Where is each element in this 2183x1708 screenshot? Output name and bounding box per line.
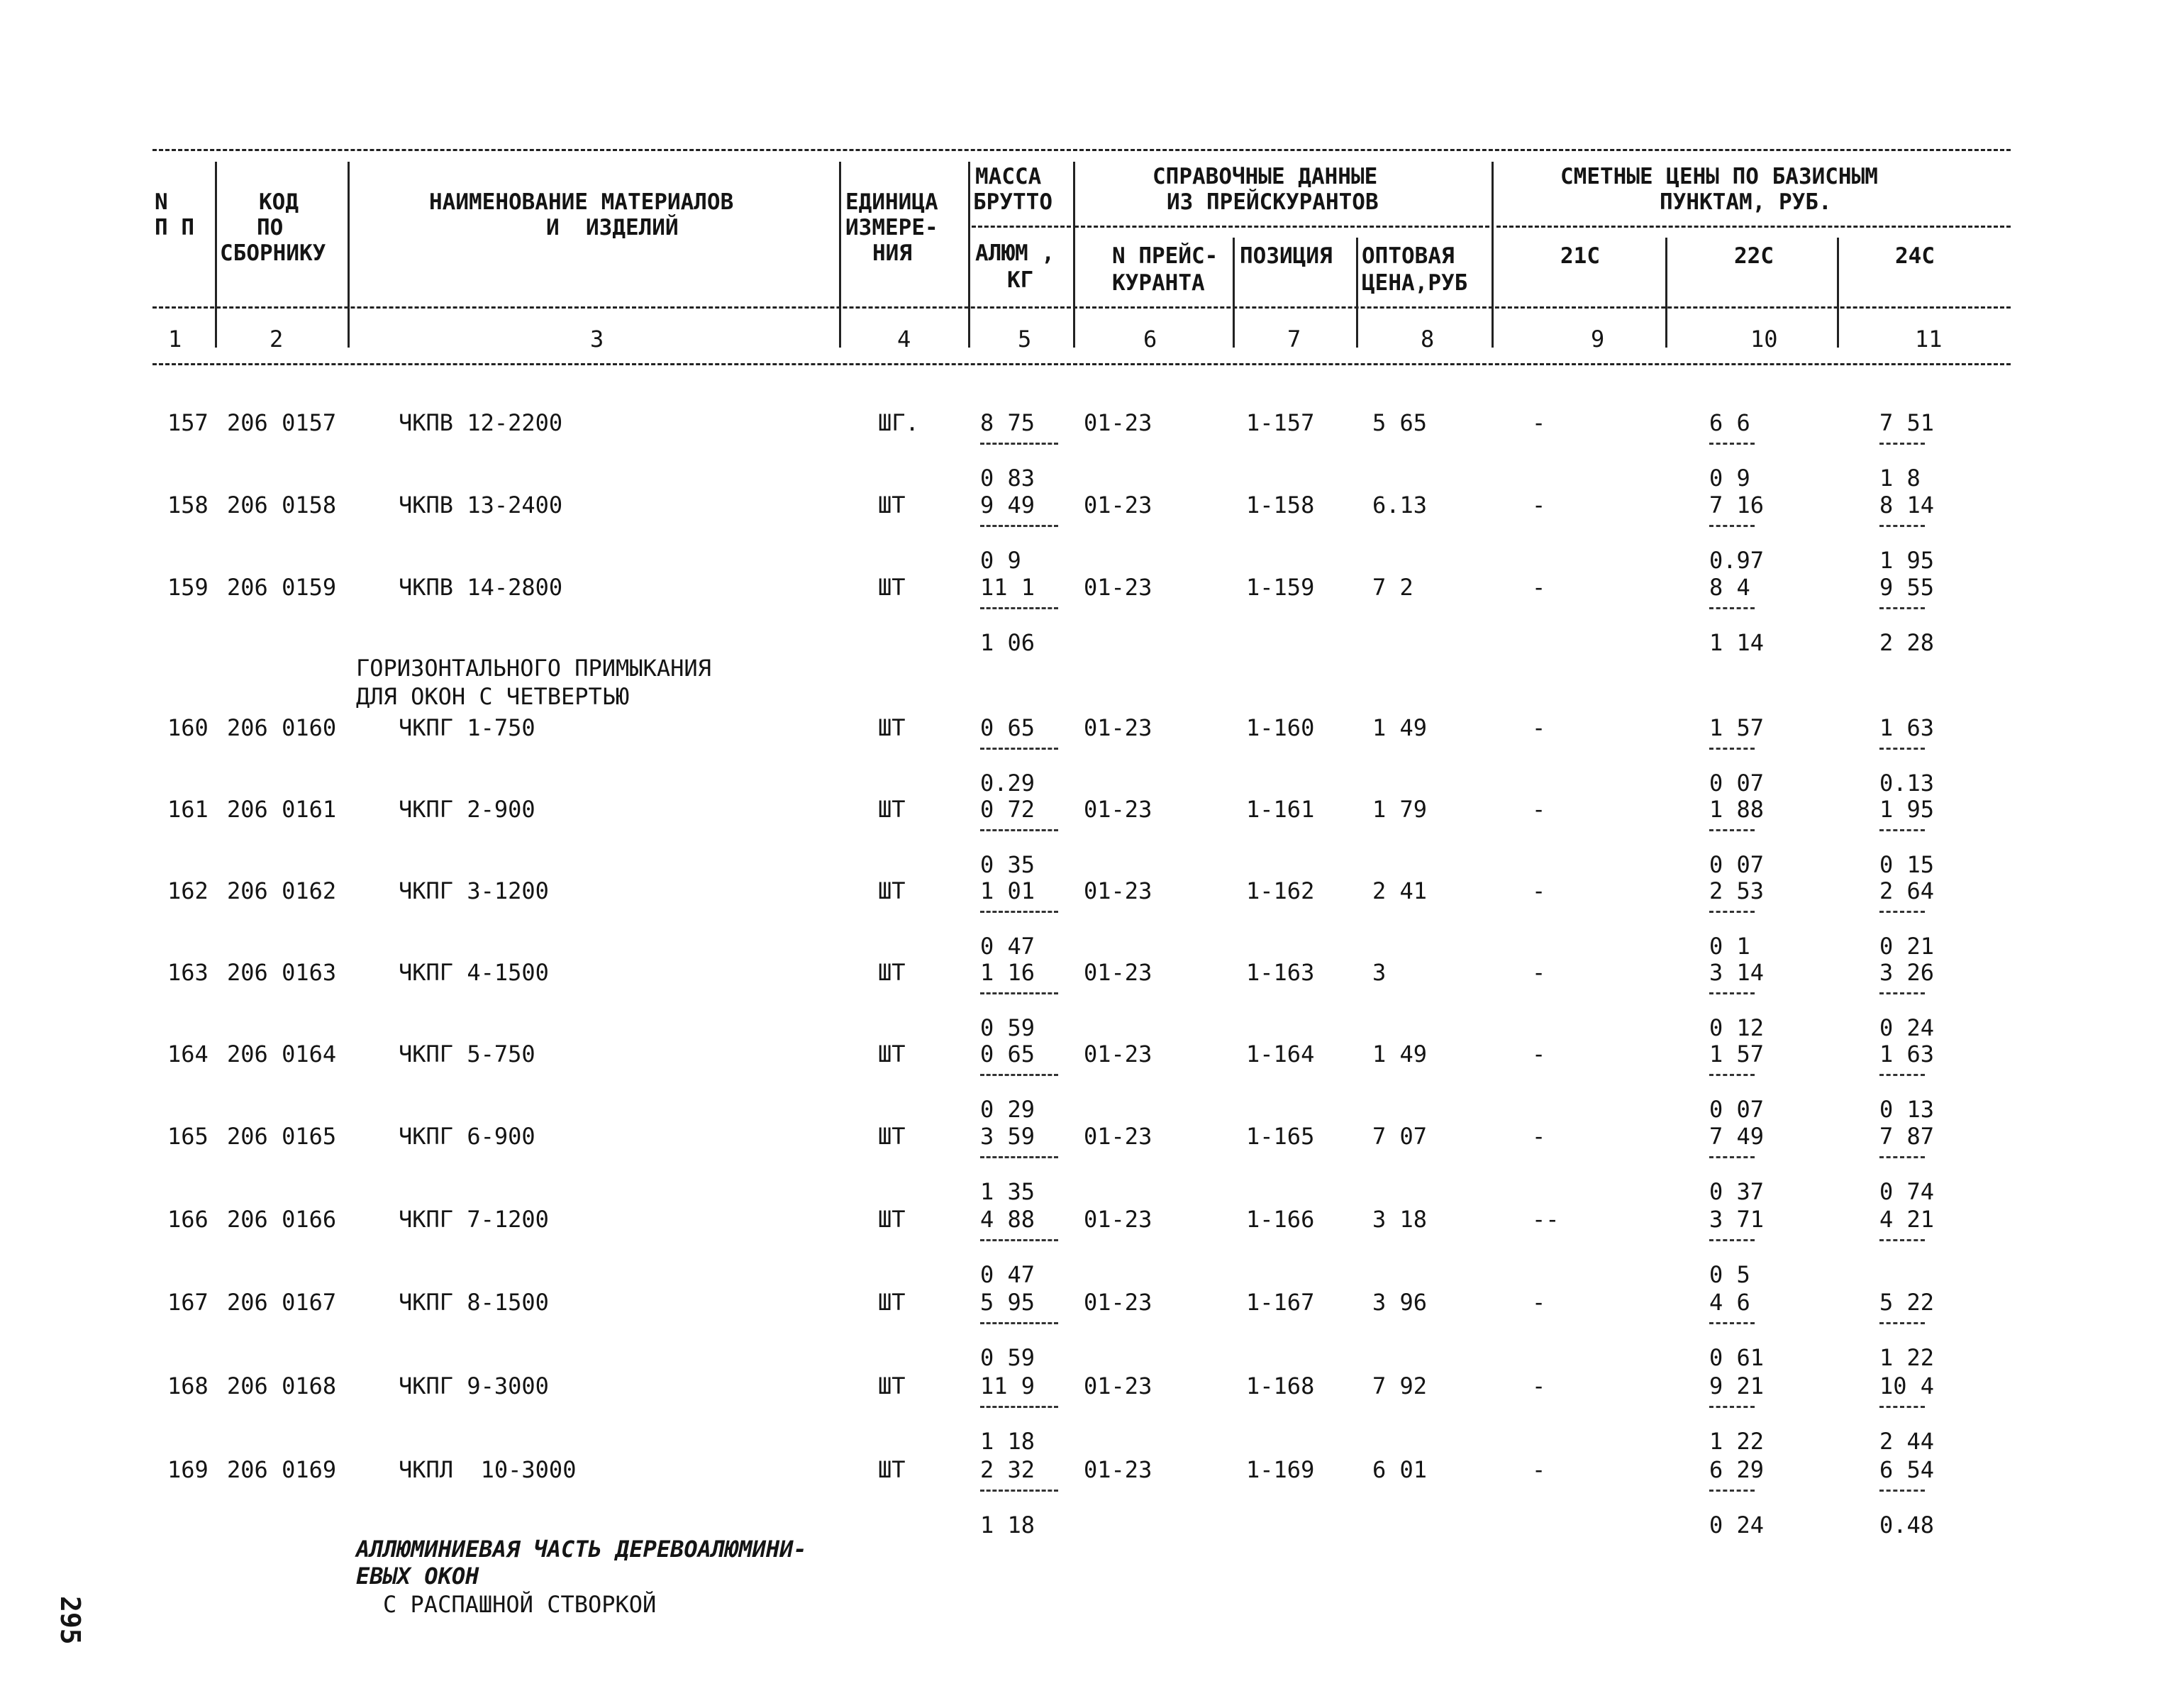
mass-subrule bbox=[972, 226, 1071, 228]
row-item-name: ЧКПГ 9-3000 bbox=[399, 1372, 549, 1399]
row-price-22c: 6 29 bbox=[1709, 1456, 1765, 1483]
colnum-3: 3 bbox=[590, 326, 604, 353]
row-pricelist: 01-23 bbox=[1084, 1289, 1152, 1316]
row-unit: ШТ bbox=[878, 574, 906, 601]
hdr-name-b: И ИЗДЕЛИЙ bbox=[546, 215, 679, 240]
fraction-line bbox=[1709, 911, 1755, 913]
fraction-line bbox=[1879, 1490, 1925, 1492]
hdr-unit-b: ИЗМЕРЕ- bbox=[845, 215, 938, 240]
colnum-2: 2 bbox=[270, 326, 284, 353]
row-price-24c: 10 4 bbox=[1879, 1372, 1935, 1399]
fraction-line bbox=[1879, 1322, 1925, 1324]
row-mass: 9 49 bbox=[980, 492, 1035, 518]
row-price-24c-alt: 2 28 bbox=[1879, 629, 1935, 656]
colnum-1: 1 bbox=[168, 326, 182, 353]
row-price-24c-alt: 0 24 bbox=[1879, 1014, 1935, 1041]
hdr-name-a: НАИМЕНОВАНИЕ МАТЕРИАЛОВ bbox=[429, 189, 734, 215]
row-item-name: ЧКПГ 3-1200 bbox=[399, 877, 549, 904]
row-wholesale-price: 6.13 bbox=[1372, 492, 1428, 518]
hdr-code-b: ПО bbox=[257, 215, 284, 240]
row-price-24c-alt: 0.13 bbox=[1879, 770, 1935, 797]
row-alum-mass: 1 06 bbox=[980, 629, 1035, 656]
row-code: 206 0166 bbox=[227, 1206, 337, 1233]
est-subrule bbox=[1496, 226, 2011, 228]
row-position: 1-159 bbox=[1246, 574, 1315, 601]
row-position: 1-161 bbox=[1246, 796, 1315, 823]
row-price-21c: - bbox=[1532, 1372, 1546, 1399]
row-price-22c-alt: 0 12 bbox=[1709, 1014, 1765, 1041]
row-unit: ШТ bbox=[878, 959, 906, 986]
hdr-wholesale-a: ОПТОВАЯ bbox=[1362, 243, 1455, 269]
row-wholesale-price: 1 49 bbox=[1372, 1041, 1428, 1068]
row-price-24c: 4 21 bbox=[1879, 1206, 1935, 1233]
row-position: 1-165 bbox=[1246, 1123, 1315, 1150]
row-alum-mass: 0 59 bbox=[980, 1014, 1035, 1041]
row-price-21c: - bbox=[1532, 492, 1546, 518]
row-price-24c: 1 63 bbox=[1879, 714, 1935, 741]
colnum-rule bbox=[152, 306, 2011, 309]
row-number: 169 bbox=[167, 1456, 209, 1483]
row-alum-mass: 0 59 bbox=[980, 1344, 1035, 1371]
col-sep-6 bbox=[1233, 238, 1235, 348]
col-sep-10 bbox=[1837, 238, 1839, 348]
row-code: 206 0164 bbox=[227, 1041, 337, 1068]
row-mass: 11 1 bbox=[980, 574, 1035, 601]
row-pricelist: 01-23 bbox=[1084, 1206, 1152, 1233]
row-unit: ШТ bbox=[878, 492, 906, 518]
colnum-9: 9 bbox=[1591, 326, 1605, 353]
row-mass: 11 9 bbox=[980, 1372, 1035, 1399]
row-number: 157 bbox=[167, 409, 209, 436]
row-price-22c-alt: 0 07 bbox=[1709, 851, 1765, 878]
row-item-name: ЧКПГ 1-750 bbox=[399, 714, 535, 741]
fraction-line bbox=[980, 992, 1058, 994]
colnum-8: 8 bbox=[1421, 326, 1435, 353]
row-wholesale-price: 7 92 bbox=[1372, 1372, 1428, 1399]
row-price-24c-alt: 1 95 bbox=[1879, 547, 1935, 574]
row-pricelist: 01-23 bbox=[1084, 409, 1152, 436]
row-item-name: ЧКПГ 4-1500 bbox=[399, 959, 549, 986]
col-sep-3 bbox=[839, 162, 841, 348]
row-price-24c-alt: 0 15 bbox=[1879, 851, 1935, 878]
fraction-line bbox=[1709, 748, 1755, 750]
row-alum-mass: 0 9 bbox=[980, 547, 1021, 574]
col-sep-1 bbox=[215, 162, 217, 348]
fraction-line bbox=[980, 1490, 1058, 1492]
row-position: 1-169 bbox=[1246, 1456, 1315, 1483]
row-position: 1-163 bbox=[1246, 959, 1315, 986]
row-price-22c-alt: 0 5 bbox=[1709, 1261, 1750, 1288]
row-wholesale-price: 3 bbox=[1372, 959, 1387, 986]
row-number: 161 bbox=[167, 796, 209, 823]
row-number: 158 bbox=[167, 492, 209, 518]
row-pricelist: 01-23 bbox=[1084, 574, 1152, 601]
fraction-line bbox=[1879, 607, 1925, 609]
hdr-position: ПОЗИЦИЯ bbox=[1240, 243, 1333, 269]
row-unit: ШТ bbox=[878, 1456, 906, 1483]
row-item-name: ЧКПГ 5-750 bbox=[399, 1041, 535, 1068]
fraction-line bbox=[1879, 748, 1925, 750]
row-price-24c-alt: 0 21 bbox=[1879, 933, 1935, 960]
section-heading-1a: ГОРИЗОНТАЛЬНОГО ПРИМЫКАНИЯ bbox=[356, 655, 711, 682]
row-number: 162 bbox=[167, 877, 209, 904]
fraction-line bbox=[1879, 911, 1925, 913]
row-price-21c: - bbox=[1532, 959, 1546, 986]
top-rule bbox=[152, 149, 2011, 151]
fraction-line bbox=[1709, 607, 1755, 609]
fraction-line bbox=[980, 607, 1058, 609]
fraction-line bbox=[980, 829, 1058, 831]
row-unit: ШТ bbox=[878, 714, 906, 741]
row-price-24c-alt: 1 22 bbox=[1879, 1344, 1935, 1371]
row-position: 1-166 bbox=[1246, 1206, 1315, 1233]
row-mass: 5 95 bbox=[980, 1289, 1035, 1316]
row-price-22c-alt: 0 9 bbox=[1709, 465, 1750, 492]
row-price-22c-alt: 1 22 bbox=[1709, 1428, 1765, 1455]
hdr-est-b: ПУНКТАМ, РУБ. bbox=[1660, 189, 1832, 215]
fraction-line bbox=[980, 1322, 1058, 1324]
row-price-22c-alt: 0 61 bbox=[1709, 1344, 1765, 1371]
row-price-24c: 6 54 bbox=[1879, 1456, 1935, 1483]
row-alum-mass: 0.29 bbox=[980, 770, 1035, 797]
row-wholesale-price: 5 65 bbox=[1372, 409, 1428, 436]
row-price-22c: 3 14 bbox=[1709, 959, 1765, 986]
row-pricelist: 01-23 bbox=[1084, 796, 1152, 823]
colnum-6: 6 bbox=[1143, 326, 1157, 353]
row-price-22c-alt: 0.97 bbox=[1709, 547, 1765, 574]
row-code: 206 0165 bbox=[227, 1123, 337, 1150]
hdr-mass-b: БРУТТО bbox=[973, 189, 1052, 215]
fraction-line bbox=[1709, 525, 1755, 527]
fraction-line bbox=[1709, 1406, 1755, 1408]
row-price-22c: 4 6 bbox=[1709, 1289, 1750, 1316]
fraction-line bbox=[980, 1156, 1058, 1158]
row-alum-mass: 1 35 bbox=[980, 1178, 1035, 1205]
row-wholesale-price: 2 41 bbox=[1372, 877, 1428, 904]
row-number: 164 bbox=[167, 1041, 209, 1068]
row-price-21c: - bbox=[1532, 796, 1546, 823]
row-price-21c: -- bbox=[1532, 1206, 1560, 1233]
fraction-line bbox=[1709, 829, 1755, 831]
row-price-24c: 1 95 bbox=[1879, 796, 1935, 823]
row-price-24c: 1 63 bbox=[1879, 1041, 1935, 1068]
hdr-21c: 21С bbox=[1560, 243, 1600, 269]
row-number: 168 bbox=[167, 1372, 209, 1399]
row-price-21c: - bbox=[1532, 714, 1546, 741]
colnum-10: 10 bbox=[1750, 326, 1778, 353]
fraction-line bbox=[1709, 1490, 1755, 1492]
fraction-line bbox=[1879, 525, 1925, 527]
row-pricelist: 01-23 bbox=[1084, 877, 1152, 904]
row-pricelist: 01-23 bbox=[1084, 1372, 1152, 1399]
row-mass: 0 65 bbox=[980, 714, 1035, 741]
hdr-code-a: КОД bbox=[259, 189, 299, 215]
row-price-21c: - bbox=[1532, 1456, 1546, 1483]
row-code: 206 0163 bbox=[227, 959, 337, 986]
row-alum-mass: 0 47 bbox=[980, 1261, 1035, 1288]
row-price-21c: - bbox=[1532, 574, 1546, 601]
row-number: 165 bbox=[167, 1123, 209, 1150]
row-pricelist: 01-23 bbox=[1084, 1456, 1152, 1483]
row-price-24c-alt: 0 13 bbox=[1879, 1096, 1935, 1123]
row-number: 163 bbox=[167, 959, 209, 986]
row-unit: ШГ. bbox=[878, 409, 919, 436]
row-code: 206 0162 bbox=[227, 877, 337, 904]
row-price-22c: 9 21 bbox=[1709, 1372, 1765, 1399]
col-sep-2 bbox=[348, 162, 350, 348]
fraction-line bbox=[1879, 1074, 1925, 1076]
row-price-22c: 1 88 bbox=[1709, 796, 1765, 823]
hdr-num-b: П П bbox=[155, 215, 194, 240]
row-number: 167 bbox=[167, 1289, 209, 1316]
row-price-22c: 6 6 bbox=[1709, 409, 1750, 436]
fraction-line bbox=[1709, 992, 1755, 994]
row-position: 1-167 bbox=[1246, 1289, 1315, 1316]
row-price-24c: 3 26 bbox=[1879, 959, 1935, 986]
row-price-24c-alt: 0.48 bbox=[1879, 1512, 1935, 1538]
row-price-22c: 8 4 bbox=[1709, 574, 1750, 601]
row-wholesale-price: 1 49 bbox=[1372, 714, 1428, 741]
row-mass: 1 16 bbox=[980, 959, 1035, 986]
row-wholesale-price: 7 2 bbox=[1372, 574, 1413, 601]
row-mass: 2 32 bbox=[980, 1456, 1035, 1483]
fraction-line bbox=[1709, 1239, 1755, 1241]
row-price-22c-alt: 0 37 bbox=[1709, 1178, 1765, 1205]
fraction-line bbox=[980, 1074, 1058, 1076]
fraction-line bbox=[1879, 829, 1925, 831]
row-mass: 0 65 bbox=[980, 1041, 1035, 1068]
col-sep-4 bbox=[968, 162, 970, 348]
row-price-24c: 2 64 bbox=[1879, 877, 1935, 904]
fraction-line bbox=[1879, 1156, 1925, 1158]
row-price-22c: 2 53 bbox=[1709, 877, 1765, 904]
row-price-24c-alt: 1 8 bbox=[1879, 465, 1921, 492]
row-wholesale-price: 6 01 bbox=[1372, 1456, 1428, 1483]
fraction-line bbox=[1879, 992, 1925, 994]
hdr-mass-d: АЛЮМ , bbox=[975, 240, 1055, 266]
row-unit: ШТ bbox=[878, 1206, 906, 1233]
row-mass: 8 75 bbox=[980, 409, 1035, 436]
hdr-pricelist-b: КУРАНТА bbox=[1112, 270, 1205, 296]
fraction-line bbox=[1709, 1322, 1755, 1324]
hdr-ref-a: СПРАВОЧНЫЕ ДАННЫЕ bbox=[1152, 164, 1378, 189]
hdr-num-a: N bbox=[155, 189, 168, 215]
row-price-22c: 3 71 bbox=[1709, 1206, 1765, 1233]
row-alum-mass: 1 18 bbox=[980, 1428, 1035, 1455]
row-price-22c-alt: 0 07 bbox=[1709, 1096, 1765, 1123]
hdr-mass-e: КГ bbox=[1007, 267, 1034, 293]
fraction-line bbox=[980, 443, 1058, 445]
row-price-21c: - bbox=[1532, 1289, 1546, 1316]
row-code: 206 0169 bbox=[227, 1456, 337, 1483]
row-alum-mass: 1 18 bbox=[980, 1512, 1035, 1538]
row-position: 1-158 bbox=[1246, 492, 1315, 518]
row-number: 159 bbox=[167, 574, 209, 601]
row-alum-mass: 0 29 bbox=[980, 1096, 1035, 1123]
row-number: 166 bbox=[167, 1206, 209, 1233]
hdr-code-c: СБОРНИКУ bbox=[220, 240, 326, 266]
row-price-22c: 7 16 bbox=[1709, 492, 1765, 518]
row-price-24c-alt: 0 74 bbox=[1879, 1178, 1935, 1205]
row-position: 1-164 bbox=[1246, 1041, 1315, 1068]
row-unit: ШТ bbox=[878, 1372, 906, 1399]
header-bottom-rule bbox=[152, 363, 2011, 365]
col-sep-5 bbox=[1073, 162, 1075, 348]
row-price-24c-alt: 2 44 bbox=[1879, 1428, 1935, 1455]
row-item-name: ЧКПГ 8-1500 bbox=[399, 1289, 549, 1316]
row-position: 1-162 bbox=[1246, 877, 1315, 904]
fraction-line bbox=[1709, 1156, 1755, 1158]
row-alum-mass: 0 47 bbox=[980, 933, 1035, 960]
row-pricelist: 01-23 bbox=[1084, 959, 1152, 986]
hdr-est-a: СМЕТНЫЕ ЦЕНЫ ПО БАЗИСНЫМ bbox=[1560, 164, 1878, 189]
page-number: 295 bbox=[55, 1596, 86, 1645]
row-price-22c-alt: 0 24 bbox=[1709, 1512, 1765, 1538]
row-wholesale-price: 3 18 bbox=[1372, 1206, 1428, 1233]
fraction-line bbox=[1709, 443, 1755, 445]
fraction-line bbox=[980, 748, 1058, 750]
colnum-11: 11 bbox=[1915, 326, 1943, 353]
hdr-22c: 22С bbox=[1734, 243, 1774, 269]
row-price-24c: 7 87 bbox=[1879, 1123, 1935, 1150]
row-price-22c-alt: 1 14 bbox=[1709, 629, 1765, 656]
row-pricelist: 01-23 bbox=[1084, 1041, 1152, 1068]
row-unit: ШТ bbox=[878, 1123, 906, 1150]
row-wholesale-price: 3 96 bbox=[1372, 1289, 1428, 1316]
row-wholesale-price: 1 79 bbox=[1372, 796, 1428, 823]
row-item-name: ЧКПГ 7-1200 bbox=[399, 1206, 549, 1233]
row-item-name: ЧКПГ 6-900 bbox=[399, 1123, 535, 1150]
fraction-line bbox=[980, 1406, 1058, 1408]
row-position: 1-168 bbox=[1246, 1372, 1315, 1399]
row-item-name: ЧКПВ 12-2200 bbox=[399, 409, 563, 436]
colnum-7: 7 bbox=[1287, 326, 1301, 353]
hdr-ref-b: ИЗ ПРЕЙСКУРАНТОВ bbox=[1167, 189, 1379, 215]
row-price-24c: 5 22 bbox=[1879, 1289, 1935, 1316]
row-price-22c: 7 49 bbox=[1709, 1123, 1765, 1150]
row-position: 1-157 bbox=[1246, 409, 1315, 436]
row-price-21c: - bbox=[1532, 877, 1546, 904]
row-wholesale-price: 7 07 bbox=[1372, 1123, 1428, 1150]
section-heading-2c: С РАСПАШНОЙ СТВОРКОЙ bbox=[383, 1591, 657, 1618]
colnum-4: 4 bbox=[897, 326, 911, 353]
fraction-line bbox=[980, 525, 1058, 527]
row-item-name: ЧКПГ 2-900 bbox=[399, 796, 535, 823]
row-code: 206 0160 bbox=[227, 714, 337, 741]
row-price-22c-alt: 0 07 bbox=[1709, 770, 1765, 797]
fraction-line bbox=[1879, 1406, 1925, 1408]
row-code: 206 0167 bbox=[227, 1289, 337, 1316]
row-code: 206 0159 bbox=[227, 574, 337, 601]
row-item-name: ЧКПВ 13-2400 bbox=[399, 492, 563, 518]
section-heading-1b: ДЛЯ ОКОН С ЧЕТВЕРТЬЮ bbox=[356, 683, 630, 710]
row-price-22c-alt: 0 1 bbox=[1709, 933, 1750, 960]
fraction-line bbox=[1709, 1074, 1755, 1076]
row-unit: ШТ bbox=[878, 796, 906, 823]
row-item-name: ЧКПВ 14-2800 bbox=[399, 574, 563, 601]
row-pricelist: 01-23 bbox=[1084, 1123, 1152, 1150]
fraction-line bbox=[980, 1239, 1058, 1241]
row-price-22c: 1 57 bbox=[1709, 1041, 1765, 1068]
row-position: 1-160 bbox=[1246, 714, 1315, 741]
row-pricelist: 01-23 bbox=[1084, 714, 1152, 741]
col-sep-9 bbox=[1665, 238, 1667, 348]
row-unit: ШТ bbox=[878, 1041, 906, 1068]
row-price-24c: 8 14 bbox=[1879, 492, 1935, 518]
fraction-line bbox=[1879, 1239, 1925, 1241]
hdr-unit-c: НИЯ bbox=[872, 240, 912, 266]
row-price-21c: - bbox=[1532, 1123, 1546, 1150]
row-mass: 4 88 bbox=[980, 1206, 1035, 1233]
row-mass: 0 72 bbox=[980, 796, 1035, 823]
row-alum-mass: 0 83 bbox=[980, 465, 1035, 492]
hdr-pricelist-a: N ПРЕЙС- bbox=[1112, 243, 1218, 269]
row-price-21c: - bbox=[1532, 409, 1546, 436]
row-price-24c: 7 51 bbox=[1879, 409, 1935, 436]
row-pricelist: 01-23 bbox=[1084, 492, 1152, 518]
section-heading-2b: ЕВЫХ ОКОН bbox=[356, 1563, 479, 1590]
hdr-unit-a: ЕДИНИЦА bbox=[845, 189, 938, 215]
ref-subrule bbox=[1074, 226, 1489, 228]
col-sep-8 bbox=[1492, 162, 1494, 348]
row-price-22c: 1 57 bbox=[1709, 714, 1765, 741]
section-heading-2a: АЛЛЮМИНИЕВАЯ ЧАСТЬ ДЕРЕВОАЛЮМИНИ- bbox=[356, 1536, 807, 1563]
hdr-mass-a: МАССА bbox=[975, 164, 1042, 189]
col-sep-7 bbox=[1356, 238, 1358, 348]
row-unit: ШТ bbox=[878, 877, 906, 904]
row-unit: ШТ bbox=[878, 1289, 906, 1316]
row-alum-mass: 0 35 bbox=[980, 851, 1035, 878]
row-code: 206 0157 bbox=[227, 409, 337, 436]
row-mass: 1 01 bbox=[980, 877, 1035, 904]
row-code: 206 0161 bbox=[227, 796, 337, 823]
row-price-24c: 9 55 bbox=[1879, 574, 1935, 601]
row-item-name: ЧКПЛ 10-3000 bbox=[399, 1456, 577, 1483]
colnum-5: 5 bbox=[1018, 326, 1032, 353]
fraction-line bbox=[1879, 443, 1925, 445]
row-mass: 3 59 bbox=[980, 1123, 1035, 1150]
hdr-24c: 24С bbox=[1895, 243, 1935, 269]
row-number: 160 bbox=[167, 714, 209, 741]
row-price-21c: - bbox=[1532, 1041, 1546, 1068]
fraction-line bbox=[980, 911, 1058, 913]
row-code: 206 0158 bbox=[227, 492, 337, 518]
row-code: 206 0168 bbox=[227, 1372, 337, 1399]
hdr-wholesale-b: ЦЕНА,РУБ bbox=[1362, 270, 1468, 296]
